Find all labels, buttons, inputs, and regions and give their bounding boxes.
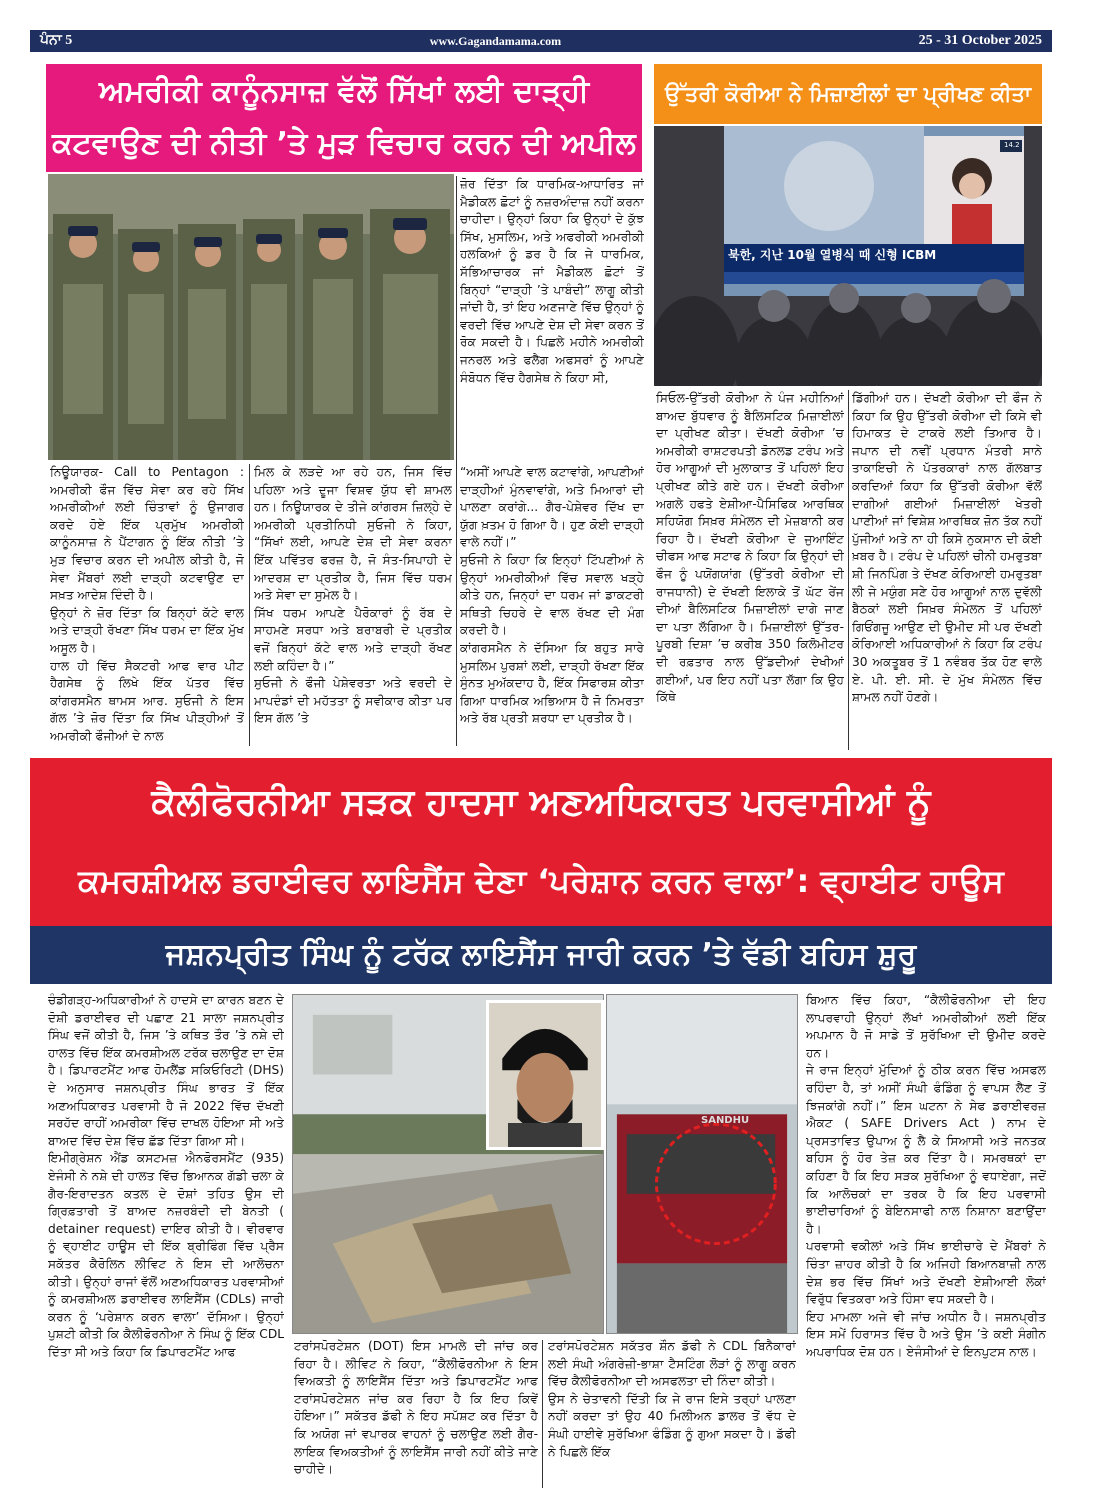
site-url[interactable]: www.Gagandamama.com	[429, 33, 562, 48]
tv-caption: 북한, 지난 10월 열병식 때 신형 ICBM	[728, 248, 937, 262]
story1-column-2	[254, 464, 452, 754]
issue-date: 25 - 31 October 2025	[918, 33, 1042, 48]
story1-text-col3: “ਅਸੀਂ ਆਪਣੇ ਵਾਲ ਕਟਾਵਾਂਗੇ, ਆਪਣੀਆਂ ਦਾੜ੍ਹੀਆਂ ਮੁੰਨਵਾਵਾਂਗੇ, ਅਤੇ ਮਿਆਰਾਂ ਦੀ ਪਾਲਣਾ ਕਰਾਂਗੇ... ਗੈਰ-ਪੇਸ਼ੇਵਰ ਦਿੱਖ ਦਾ ਯੁੱਗ ਖ਼ਤਮ ਹੋ ਗਿਆ ਹੈ। ਹੁਣ ਕੋਈ ਦਾੜ੍ਹੀ ਵਾਲੇ ਨਹੀਂ।” ਸੁਓਜੀ ਨੇ ਕਿਹਾ ਕਿ ਇਨ੍ਹਾਂ ਟਿੱਪਣੀਆਂ ਨੇ ਉਨ੍ਹਾਂ ਅਮਰੀਕੀਆਂ ਵਿੱਚ ਸਵਾਲ ਖੜ੍ਹੇ ਕੀਤੇ ਹਨ, ਜਿਨ੍ਹਾਂ ਦਾ ਧਰਮ ਜਾਂ ਡਾਕਟਰੀ ਸਥਿਤੀ ਚਿਹਰੇ ਦੇ ਵਾਲ ਰੱਖਣ ਦੀ ਮੰਗ ਕਰਦੀ ਹੈ। ਕਾਂਗਰਸਮੈਨ ਨੇ ਦੱਸਿਆ ਕਿ ਬਹੁਤ ਸਾਰੇ ਮੁਸਲਿਮ ਪੁਰਸ਼ਾਂ ਲਈ, ਦਾੜ੍ਹੀ ਰੱਖਣਾ ਇੱਕ ਸੁੰਨਤ ਮੁਅੱਕਦਾਹ ਹੈ, ਇੱਕ ਸਿਫਾਰਸ਼ ਕੀਤਾ ਗਿਆ ਧਾਰਮਿਕ ਅਭਿਆਸ ਹੈ ਜੋ ਨਿਮਰਤਾ ਅਤੇ ਰੱਬ ਪ੍ਰਤੀ ਸ਼ਰਧਾ ਦਾ ਪ੍ਰਤੀਕ ਹੈ।	[460, 465, 644, 726]
column-divider	[249, 464, 250, 746]
crashed-truck-photo	[606, 994, 798, 1334]
truck-brand-label: SANDHU	[701, 1115, 750, 1126]
story3-headline-line2: ਕਮਰਸ਼ੀਅਲ ਡਰਾਈਵਰ ਲਾਇਸੈਂਸ ਦੇਣਾ ‘ਪਰੇਸ਼ਾਨ ਕਰਨ ਵਾਲਾ’: ਵ੍ਹਾਈਟ ਹਾਊਸ	[78, 862, 1004, 900]
tv-number: 14.2	[1004, 141, 1020, 149]
story1-headline	[46, 64, 642, 172]
story2-column-1	[656, 390, 844, 754]
story1-column-right-top	[460, 176, 644, 462]
soldiers-photo	[48, 174, 454, 460]
story3-column-2	[294, 1338, 538, 1490]
column-divider	[456, 176, 457, 746]
story2-headline: ਉੱਤਰੀ ਕੋਰੀਆ ਨੇ ਮਿਜ਼ਾਈਲਾਂ ਦਾ ਪ੍ਰੀਖਣ ਕੀਤਾ	[654, 64, 1042, 124]
story3-headline-line1: ਕੈਲੀਫੋਰਨੀਆ ਸੜਕ ਹਾਦਸਾ ਅਣਅਧਿਕਾਰਤ ਪਰਵਾਸੀਆਂ ਨੂੰ	[151, 782, 931, 823]
story3-headline	[30, 758, 1052, 926]
story3-column-4	[806, 992, 1046, 1492]
story2-text-col1: ਸਿਓਲ-ਉੱਤਰੀ ਕੋਰੀਆ ਨੇ ਪੰਜ ਮਹੀਨਿਆਂ ਬਾਅਦ ਬੁੱਧਵਾਰ ਨੂੰ ਬੈਲਿਸਟਿਕ ਮਿਜ਼ਾਈਲਾਂ ਦਾ ਪ੍ਰੀਖਣ ਕੀਤਾ। ਦੱਖਣੀ ਕੋਰੀਆ ’ਚ ਅਮਰੀਕੀ ਰਾਸ਼ਟਰਪਤੀ ਡੋਨਲਡ ਟਰੰਪ ਅਤੇ ਹੋਰ ਆਗੂਆਂ ਦੀ ਮੁਲਾਕਾਤ ਤੋਂ ਪਹਿਲਾਂ ਇਹ ਪ੍ਰੀਖਣ ਕੀਤੇ ਗਏ ਹਨ। ਦੱਖਣੀ ਕੋਰੀਆ ਅਗਲੇ ਹਫਤੇ ਏਸ਼ੀਆ-ਪੈਸਿਫਿਕ ਆਰਥਿਕ ਸਹਿਯੋਗ ਸਿਖ਼ਰ ਸੰਮੇਲਨ ਦੀ ਮੇਜ਼ਬਾਨੀ ਕਰ ਰਿਹਾ ਹੈ। ਦੱਖਣੀ ਕੋਰੀਆ ਦੇ ਜੁਆਇੰਟ ਚੀਫਸ ਆਫ ਸਟਾਫ ਨੇ ਕਿਹਾ ਕਿ ਉਨ੍ਹਾਂ ਦੀ ਫੌਜ ਨੂੰ ਪਯੋਂਗਯਾਂਗ (ਉੱਤਰੀ ਕੋਰੀਆ ਦੀ ਰਾਜਧਾਨੀ) ਦੇ ਦੱਖਣੀ ਇਲਾਕੇ ਤੋਂ ਘੱਟ ਰੇਂਜ ਦੀਆਂ ਬੈਲਿਸਟਿਕ ਮਿਜ਼ਾਈਲਾਂ ਦਾਗੇ ਜਾਣ ਦਾ ਪਤਾ ਲੱਗਿਆ ਹੈ। ਮਿਜ਼ਾਈਲਾਂ ਉੱਤਰ-ਪੂਰਬੀ ਦਿਸ਼ਾ ’ਚ ਕਰੀਬ 350 ਕਿਲੋਮੀਟਰ ਦੀ ਰਫ਼ਤਾਰ ਨਾਲ ਉੱਡਦੀਆਂ ਦੇਖੀਆਂ ਗਈਆਂ, ਪਰ ਇਹ ਨਹੀਂ ਪਤਾ ਲੱਗਾ ਕਿ ਉਹ ਕਿੱਥੇ	[656, 391, 844, 705]
story2-column-2	[852, 390, 1042, 754]
page-header-bar	[30, 30, 1052, 52]
story2-text-col2: ਡਿੱਗੀਆਂ ਹਨ। ਦੱਖਣੀ ਕੋਰੀਆ ਦੀ ਫੌਜ ਨੇ ਕਿਹਾ ਕਿ ਉਹ ਉੱਤਰੀ ਕੋਰੀਆ ਦੀ ਕਿਸੇ ਵੀ ਹਿਮਾਕਤ ਦੇ ਟਾਕਰੇ ਲਈ ਤਿਆਰ ਹੈ। ਜਪਾਨ ਦੀ ਨਵੀਂ ਪ੍ਰਧਾਨ ਮੰਤਰੀ ਸਾਨੇ ਤਾਕਾਇਚੀ ਨੇ ਪੱਤਰਕਾਰਾਂ ਨਾਲ ਗੱਲਬਾਤ ਕਰਦਿਆਂ ਕਿਹਾ ਕਿ ਉੱਤਰੀ ਕੋਰੀਆ ਵੱਲੋਂ ਦਾਗੀਆਂ ਗਈਆਂ ਮਿਜ਼ਾਈਲਾਂ ਖੇਤਰੀ ਪਾਣੀਆਂ ਜਾਂ ਵਿਸ਼ੇਸ਼ ਆਰਥਿਕ ਜ਼ੋਨ ਤੱਕ ਨਹੀਂ ਪੁੱਜੀਆਂ ਅਤੇ ਨਾ ਹੀ ਕਿਸੇ ਨੁਕਸਾਨ ਦੀ ਕੋਈ ਖ਼ਬਰ ਹੈ। ਟਰੰਪ ਦੇ ਪਹਿਲਾਂ ਚੀਨੀ ਹਮਰੁਤਬਾ ਸ਼ੀ ਜਿਨਪਿੰਗ ਤੇ ਦੱਖਣ ਕੋਰਿਆਈ ਹਮਰੁਤਬਾ ਲੀ ਜੇ ਮਯੁੰਗ ਸਣੇ ਹੋਰ ਆਗੂਆਂ ਨਾਲ ਦੁਵੱਲੀ ਬੈਠਕਾਂ ਲਈ ਸਿਖ਼ਰ ਸੰਮੇਲਨ ਤੋਂ ਪਹਿਲਾਂ ਗਿਓਂਗਜੂ ਆਉਣ ਦੀ ਉਮੀਦ ਸੀ ਪਰ ਦੱਖਣੀ ਕੋਰਿਆਈ ਅਧਿਕਾਰੀਆਂ ਨੇ ਕਿਹਾ ਕਿ ਟਰੰਪ 30 ਅਕਤੂਬਰ ਤੋਂ 1 ਨਵੰਬਰ ਤੱਕ ਹੋਣ ਵਾਲੇ ਏ. ਪੀ. ਈ. ਸੀ. ਦੇ ਮੁੱਖ ਸੰਮੇਲਨ ਵਿੱਚ ਸ਼ਾਮਲ ਨਹੀਂ ਹੋਣਗੇ।	[852, 391, 1042, 705]
story3-text-col4: ਬਿਆਨ ਵਿੱਚ ਕਿਹਾ, “ਕੈਲੀਫੋਰਨੀਆ ਦੀ ਇਹ ਲਾਪਰਵਾਹੀ ਉਨ੍ਹਾਂ ਲੱਖਾਂ ਅਮਰੀਕੀਆਂ ਲਈ ਇੱਕ ਅਪਮਾਨ ਹੈ ਜੋ ਸਾਡੇ ਤੋਂ ਸੁਰੱਖਿਆ ਦੀ ਉਮੀਦ ਕਰਦੇ ਹਨ। ਜੇ ਰਾਜ ਇਨ੍ਹਾਂ ਮੁੱਦਿਆਂ ਨੂੰ ਠੀਕ ਕਰਨ ਵਿੱਚ ਅਸਫਲ ਰਹਿੰਦਾ ਹੈ, ਤਾਂ ਅਸੀਂ ਸੰਘੀ ਫੰਡਿੰਗ ਨੂੰ ਵਾਪਸ ਲੈਣ ਤੋਂ ਝਿਜਕਾਂਗੇ ਨਹੀਂ।” ਇਸ ਘਟਨਾ ਨੇ ਸੇਫ ਡਰਾਈਵਰਜ਼ ਐਕਟ ( SAFE Drivers Act ) ਨਾਮ ਦੇ ਪ੍ਰਸਤਾਵਿਤ ਉਪਾਅ ਨੂੰ ਲੈ ਕੇ ਸਿਆਸੀ ਅਤੇ ਜਨਤਕ ਬਹਿਸ ਨੂੰ ਹੋਰ ਤੇਜ਼ ਕਰ ਦਿੱਤਾ ਹੈ। ਸਮਰਥਕਾਂ ਦਾ ਕਹਿਣਾ ਹੈ ਕਿ ਇਹ ਸੜਕ ਸੁਰੱਖਿਆ ਨੂੰ ਵਧਾਏਗਾ, ਜਦੋਂ ਕਿ ਆਲੋਚਕਾਂ ਦਾ ਤਰਕ ਹੈ ਕਿ ਇਹ ਪਰਵਾਸੀ ਭਾਈਚਾਰਿਆਂ ਨੂੰ ਬੇਇਨਸਾਫੀ ਨਾਲ ਨਿਸ਼ਾਨਾ ਬਣਾਉਂਦਾ ਹੈ। ਪਰਵਾਸੀ ਵਕੀਲਾਂ ਅਤੇ ਸਿੱਖ ਭਾਈਚਾਰੇ ਦੇ ਮੈਂਬਰਾਂ ਨੇ ਚਿੰਤਾ ਜ਼ਾਹਰ ਕੀਤੀ ਹੈ ਕਿ ਅਜਿਹੀ ਬਿਆਨਬਾਜ਼ੀ ਨਾਲ ਦੇਸ਼ ਭਰ ਵਿੱਚ ਸਿੱਖਾਂ ਅਤੇ ਦੱਖਣੀ ਏਸ਼ੀਆਈ ਲੋਕਾਂ ਵਿਰੁੱਧ ਵਿਤਕਰਾ ਅਤੇ ਹਿੰਸਾ ਵਧ ਸਕਦੀ ਹੈ। ਇਹ ਮਾਮਲਾ ਅਜੇ ਵੀ ਜਾਂਚ ਅਧੀਨ ਹੈ। ਜਸ਼ਨਪ੍ਰੀਤ ਇਸ ਸਮੇਂ ਹਿਰਾਸਤ ਵਿੱਚ ਹੈ ਅਤੇ ਉਸ ’ਤੇ ਕਈ ਸੰਗੀਨ ਅਪਰਾਧਿਕ ਦੋਸ਼ ਹਨ। ਏਜੰਸੀਆਂ ਦੇ ਇਨਪੁਟਸ ਨਾਲ।	[806, 993, 1046, 1359]
story1-text-col1: ਨਿਊਯਾਰਕ- Call to Pentagon : ਅਮਰੀਕੀ ਫੌਜ ਵਿੱਚ ਸੇਵਾ ਕਰ ਰਹੇ ਸਿੱਖ ਅਮਰੀਕੀਆਂ ਲਈ ਚਿੰਤਾਵਾਂ ਨੂੰ ਉਜਾਗਰ ਕਰਦੇ ਹੋਏ ਇੱਕ ਪ੍ਰਮੁੱਖ ਅਮਰੀਕੀ ਕਾਨੂੰਨਸਾਜ਼ ਨੇ ਪੈਂਟਾਗਨ ਨੂੰ ਇੱਕ ਨੀਤੀ ’ਤੇ ਮੁੜ ਵਿਚਾਰ ਕਰਨ ਦੀ ਅਪੀਲ ਕੀਤੀ ਹੈ, ਜੋ ਸੇਵਾ ਮੈਂਬਰਾਂ ਲਈ ਦਾੜ੍ਹੀ ਕਟਵਾਉਣ ਦਾ ਸਖ਼ਤ ਆਦੇਸ਼ ਦਿੰਦੀ ਹੈ। ਉਨ੍ਹਾਂ ਨੇ ਜ਼ੋਰ ਦਿੱਤਾ ਕਿ ਬਿਨ੍ਹਾਂ ਕੱਟੇ ਵਾਲ ਅਤੇ ਦਾੜ੍ਹੀ ਰੱਖਣਾ ਸਿੱਖ ਧਰਮ ਦਾ ਇੱਕ ਮੁੱਖ ਅਸੂਲ ਹੈ। ਹਾਲ ਹੀ ਵਿੱਚ ਸੈਕਟਰੀ ਆਫ ਵਾਰ ਪੀਟ ਹੈਗਸੇਥ ਨੂੰ ਲਿਖੇ ਇੱਕ ਪੱਤਰ ਵਿੱਚ ਕਾਂਗਰਸਮੈਨ ਥਾਮਸ ਆਰ. ਸੁਓਜੀ ਨੇ ਇਸ ਗੱਲ ’ਤੇ ਜ਼ੋਰ ਦਿੱਤਾ ਕਿ ਸਿੱਖ ਪੀੜ੍ਹੀਆਂ ਤੋਂ ਅਮਰੀਕੀ ਫੌਜੀਆਂ ਦੇ ਨਾਲ	[50, 465, 244, 743]
story1-column-1	[50, 464, 244, 754]
story3-column-3	[548, 1338, 796, 1490]
story3-text-col1: ਚੰਡੀਗੜ੍ਹ-ਅਧਿਕਾਰੀਆਂ ਨੇ ਹਾਦਸੇ ਦਾ ਕਾਰਨ ਬਣਨ ਦੇ ਦੋਸ਼ੀ ਡਰਾਈਵਰ ਦੀ ਪਛਾਣ 21 ਸਾਲਾ ਜਸ਼ਨਪ੍ਰੀਤ ਸਿੰਘ ਵਜੋਂ ਕੀਤੀ ਹੈ, ਜਿਸ ’ਤੇ ਕਥਿਤ ਤੌਰ ’ਤੇ ਨਸ਼ੇ ਦੀ ਹਾਲਤ ਵਿੱਚ ਇੱਕ ਕਮਰਸ਼ੀਅਲ ਟਰੱਕ ਚਲਾਉਣ ਦਾ ਦੋਸ਼ ਹੈ। ਡਿਪਾਰਟਮੈਂਟ ਆਫ ਹੋਮਲੈਂਡ ਸਕਿਓਰਿਟੀ (DHS) ਦੇ ਅਨੁਸਾਰ ਜਸ਼ਨਪ੍ਰੀਤ ਸਿੰਘ ਭਾਰਤ ਤੋਂ ਇੱਕ ਅਣਅਧਿਕਾਰਤ ਪਰਵਾਸੀ ਹੈ ਜੋ 2022 ਵਿੱਚ ਦੱਖਣੀ ਸਰਹੱਦ ਰਾਹੀਂ ਅਮਰੀਕਾ ਵਿੱਚ ਦਾਖਲ ਹੋਇਆ ਸੀ ਅਤੇ ਬਾਅਦ ਵਿੱਚ ਦੇਸ਼ ਵਿੱਚ ਛੱਡ ਦਿੱਤਾ ਗਿਆ ਸੀ। ਇਮੀਗ੍ਰੇਸ਼ਨ ਐਂਡ ਕਸਟਮਜ਼ ਐਨਫੋਰਸਮੈਂਟ (935) ਏਜੰਸੀ ਨੇ ਨਸ਼ੇ ਦੀ ਹਾਲਤ ਵਿੱਚ ਭਿਆਨਕ ਗੱਡੀ ਚਲਾ ਕੇ ਗੈਰ-ਇਰਾਦਤਨ ਕਤਲ ਦੇ ਦੋਸ਼ਾਂ ਤਹਿਤ ਉਸ ਦੀ ਗ੍ਰਿਫ਼ਤਾਰੀ ਤੋਂ ਬਾਅਦ ਨਜ਼ਰਬੰਦੀ ਦੀ ਬੇਨਤੀ ( detainer request) ਦਾਇਰ ਕੀਤੀ ਹੈ। ਵੀਰਵਾਰ ਨੂੰ ਵ੍ਹਾਈਟ ਹਾਊਸ ਦੀ ਇੱਕ ਬ੍ਰੀਫਿੰਗ ਵਿੱਚ ਪ੍ਰੈਸ ਸਕੱਤਰ ਕੈਰੋਲਿਨ ਲੀਵਿਟ ਨੇ ਇਸ ਦੀ ਆਲੋਚਨਾ ਕੀਤੀ। ਉਨ੍ਹਾਂ ਰਾਜਾਂ ਵੱਲੋਂ ਅਣਅਧਿਕਾਰਤ ਪਰਵਾਸੀਆਂ ਨੂੰ ਕਮਰਸ਼ੀਅਲ ਡਰਾਈਵਰ ਲਾਇਸੈਂਸ (CDLs) ਜਾਰੀ ਕਰਨ ਨੂੰ ‘ਪਰੇਸ਼ਾਨ ਕਰਨ ਵਾਲਾ’ ਦੱਸਿਆ। ਉਨ੍ਹਾਂ ਪੁਸ਼ਟੀ ਕੀਤੀ ਕਿ ਕੈਲੀਫੋਰਨੀਆ ਨੇ ਸਿੰਘ ਨੂੰ ਇੱਕ CDL ਦਿੱਤਾ ਸੀ ਅਤੇ ਕਿਹਾ ਕਿ ਡਿਪਾਰਟਮੈਂਟ ਆਫ	[48, 993, 284, 1359]
column-divider	[848, 390, 849, 750]
story3-text-col2: ਟਰਾਂਸਪੋਰਟੇਸ਼ਨ (DOT) ਇਸ ਮਾਮਲੇ ਦੀ ਜਾਂਚ ਕਰ ਰਿਹਾ ਹੈ। ਲੀਵਿਟ ਨੇ ਕਿਹਾ, “ਕੈਲੀਫੋਰਨੀਆ ਨੇ ਇਸ ਵਿਅਕਤੀ ਨੂੰ ਲਾਇਸੈਂਸ ਦਿੱਤਾ ਅਤੇ ਡਿਪਾਰਟਮੈਂਟ ਆਫ ਟਰਾਂਸਪੋਰਟੇਸ਼ਨ ਜਾਂਚ ਕਰ ਰਿਹਾ ਹੈ ਕਿ ਇਹ ਕਿਵੇਂ ਹੋਇਆ।” ਸਕੱਤਰ ਡੱਫੀ ਨੇ ਇਹ ਸਪੱਸ਼ਟ ਕਰ ਦਿੱਤਾ ਹੈ ਕਿ ਅਯੋਗ ਜਾਂ ਵਪਾਰਕ ਵਾਹਨਾਂ ਨੂੰ ਚਲਾਉਣ ਲਈ ਗੈਰ-ਲਾਇਕ ਵਿਅਕਤੀਆਂ ਨੂੰ ਲਾਇਸੈਂਸ ਜਾਰੀ ਨਹੀਂ ਕੀਤੇ ਜਾਣੇ ਚਾਹੀਦੇ।	[294, 1339, 538, 1477]
story3-subheadline: ਜਸ਼ਨਪ੍ਰੀਤ ਸਿੰਘ ਨੂੰ ਟਰੱਕ ਲਾਇਸੈਂਸ ਜਾਰੀ ਕਰਨ ’ਤੇ ਵੱਡੀ ਬਹਿਸ ਸ਼ੁਰੂ	[30, 926, 1052, 984]
story1-text-col2: ਮਿਲ ਕੇ ਲੜਦੇ ਆ ਰਹੇ ਹਨ, ਜਿਸ ਵਿੱਚ ਪਹਿਲਾ ਅਤੇ ਦੂਜਾ ਵਿਸ਼ਵ ਯੁੱਧ ਵੀ ਸ਼ਾਮਲ ਹਨ। ਨਿਊਯਾਰਕ ਦੇ ਤੀਜੇ ਕਾਂਗਰਸ ਜ਼ਿਲ੍ਹੇ ਦੇ ਅਮਰੀਕੀ ਪ੍ਰਤੀਨਿਧੀ ਸੁਓਜੀ ਨੇ ਕਿਹਾ, “ਸਿੱਖਾਂ ਲਈ, ਆਪਣੇ ਦੇਸ਼ ਦੀ ਸੇਵਾ ਕਰਨਾ ਇੱਕ ਪਵਿੱਤਰ ਫਰਜ਼ ਹੈ, ਜੋ ਸੰਤ-ਸਿਪਾਹੀ ਦੇ ਆਦਰਸ਼ ਦਾ ਪ੍ਰਤੀਕ ਹੈ, ਜਿਸ ਵਿੱਚ ਧਰਮ ਅਤੇ ਸੇਵਾ ਦਾ ਸੁਮੇਲ ਹੈ। ਸਿੱਖ ਧਰਮ ਆਪਣੇ ਪੈਰੋਕਾਰਾਂ ਨੂੰ ਰੱਬ ਦੇ ਸਾਹਮਣੇ ਸਰਧਾ ਅਤੇ ਬਰਾਬਰੀ ਦੇ ਪ੍ਰਤੀਕ ਵਜੋਂ ਬਿਨ੍ਹਾਂ ਕੱਟੇ ਵਾਲ ਅਤੇ ਦਾੜ੍ਹੀ ਰੱਖਣ ਲਈ ਕਹਿੰਦਾ ਹੈ।” ਸੁਓਜੀ ਨੇ ਫੌਜੀ ਪੇਸ਼ੇਵਰਤਾ ਅਤੇ ਵਰਦੀ ਦੇ ਮਾਪਦੰਡਾਂ ਦੀ ਮਹੱਤਤਾ ਨੂੰ ਸਵੀਕਾਰ ਕੀਤਾ ਪਰ ਇਸ ਗੱਲ ’ਤੇ	[254, 465, 452, 726]
story1-headline-line1: ਅਮਰੀਕੀ ਕਾਨੂੰਨਸਾਜ਼ ਵੱਲੋਂ ਸਿੱਖਾਂ ਲਈ ਦਾੜ੍ਹੀ	[98, 74, 590, 109]
story3-column-1	[48, 992, 284, 1492]
north-korea-tv-photo	[654, 126, 1042, 386]
story1-text-right-top: ਜ਼ੋਰ ਦਿੱਤਾ ਕਿ ਧਾਰਮਿਕ-ਆਧਾਰਿਤ ਜਾਂ ਮੈਡੀਕਲ ਛੋਟਾਂ ਨੂੰ ਨਜ਼ਰਅੰਦਾਜ਼ ਨਹੀਂ ਕਰਨਾ ਚਾਹੀਦਾ। ਉਨ੍ਹਾਂ ਕਿਹਾ ਕਿ ਉਨ੍ਹਾਂ ਦੇ ਕੁੱਝ ਸਿੱਖ, ਮੁਸਲਿਮ, ਅਤੇ ਅਫਰੀਕੀ ਅਮਰੀਕੀ ਹਲਕਿਆਂ ਨੂੰ ਡਰ ਹੈ ਕਿ ਜੇ ਧਾਰਮਿਕ, ਸੱਭਿਆਚਾਰਕ ਜਾਂ ਮੈਡੀਕਲ ਛੋਟਾਂ ਤੋਂ ਬਿਨ੍ਹਾਂ “ਦਾੜ੍ਹੀ ’ਤੇ ਪਾਬੰਦੀ” ਲਾਗੂ ਕੀਤੀ ਜਾਂਦੀ ਹੈ, ਤਾਂ ਇਹ ਅਣਜਾਣੇ ਵਿੱਚ ਉਨ੍ਹਾਂ ਨੂੰ ਵਰਦੀ ਵਿੱਚ ਆਪਣੇ ਦੇਸ਼ ਦੀ ਸੇਵਾ ਕਰਨ ਤੋਂ ਰੋਕ ਸਕਦੀ ਹੈ। ਪਿਛਲੇ ਮਹੀਨੇ ਅਮਰੀਕੀ ਜਨਰਲ ਅਤੇ ਫਲੈਗ ਅਫਸਰਾਂ ਨੂੰ ਆਪਣੇ ਸੰਬੋਧਨ ਵਿੱਚ ਹੈਗਸੇਥ ਨੇ ਕਿਹਾ ਸੀ,	[460, 177, 644, 385]
driver-portrait	[486, 1000, 604, 1150]
column-divider	[542, 1340, 543, 1488]
story1-headline-line2: ਕਟਵਾਉਣ ਦੀ ਨੀਤੀ ’ਤੇ ਮੁੜ ਵਿਚਾਰ ਕਰਨ ਦੀ ਅਪੀਲ	[52, 126, 636, 161]
page-number: ਪੰਨਾ 5	[40, 33, 73, 48]
story1-column-3	[460, 464, 644, 748]
story3-text-col3: ਟਰਾਂਸਪੋਰਟੇਸ਼ਨ ਸਕੱਤਰ ਸ਼ੌਨ ਡੱਫੀ ਨੇ CDL ਬਿਨੈਕਾਰਾਂ ਲਈ ਸੰਘੀ ਅੰਗਰੇਜ਼ੀ-ਭਾਸ਼ਾ ਟੈਸਟਿੰਗ ਲੋੜਾਂ ਨੂੰ ਲਾਗੂ ਕਰਨ ਵਿੱਚ ਕੈਲੀਫੋਰਨੀਆ ਦੀ ਅਸਫਲਤਾ ਦੀ ਨਿੰਦਾ ਕੀਤੀ। ਉਸ ਨੇ ਚੇਤਾਵਨੀ ਦਿੱਤੀ ਕਿ ਜੇ ਰਾਜ ਇਸੇ ਤਰ੍ਹਾਂ ਪਾਲਣਾ ਨਹੀਂ ਕਰਦਾ ਤਾਂ ਉਹ 40 ਮਿਲੀਅਨ ਡਾਲਰ ਤੋਂ ਵੱਧ ਦੇ ਸੰਘੀ ਹਾਈਵੇ ਸੁਰੱਖਿਆ ਫੰਡਿੰਗ ਨੂੰ ਗੁਆ ਸਕਦਾ ਹੈ। ਡੱਫੀ ਨੇ ਪਿਛਲੇ ਇੱਕ	[548, 1339, 796, 1459]
